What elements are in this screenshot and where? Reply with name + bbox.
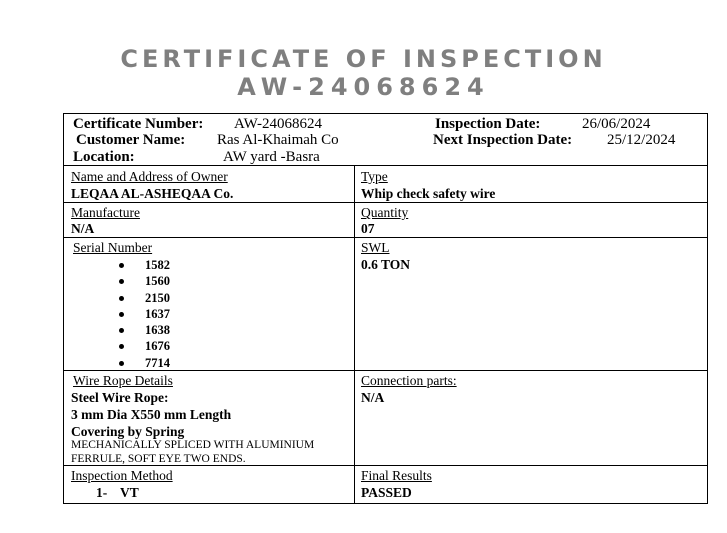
inspection-date-value: 26/06/2024 [582,116,651,132]
cert-number-label: Certificate Number: [73,116,204,132]
row-divider [64,165,707,166]
wire-rope-line4: MECHANICALLY SPLICED WITH ALUMINIUM [71,439,315,451]
location-label: Location: [73,149,135,165]
customer-name-value: Ras Al-Khaimah Co [217,132,339,148]
wire-rope-line2: 3 mm Dia X550 mm Length [71,407,232,422]
serial-number-value: 1582 [145,258,170,272]
serial-number-value: 2150 [145,290,170,305]
bullet-icon [119,344,124,349]
bullet-icon [119,279,124,284]
serial-number-value: 7714 [145,355,170,370]
owner-label: Name and Address of Owner [71,169,228,184]
serial-number-list [119,257,170,371]
bullet-icon [119,312,124,317]
cert-number-value: AW-24068624 [234,116,322,132]
connection-parts-label: Connection parts: [361,373,457,388]
type-label: Type [361,169,388,184]
manufacture-value: N/A [71,221,95,236]
wire-rope-line1: Steel Wire Rope: [71,390,169,405]
list-item [119,290,170,306]
bullet-icon [119,328,124,333]
wire-rope-line5: FERRULE, SOFT EYE TWO ENDS. [71,453,246,465]
bullet-icon [119,361,124,366]
wire-rope-label: Wire Rope Details [73,373,173,388]
list-item [119,306,170,322]
customer-name-label: Customer Name: [76,132,186,148]
list-item [119,355,170,371]
owner-value: LEQAA AL-ASHEQAA Co. [71,186,234,201]
inspection-method-value: VT [120,485,139,500]
serial-number-value: 1637 [145,306,170,321]
inspection-method-label: Inspection Method [71,468,173,483]
wire-rope-line3: Covering by Spring [71,424,185,439]
inspection-date-label: Inspection Date: [435,116,541,132]
serial-number-value: 1676 [145,339,170,354]
location-value: AW yard -Basra [223,149,320,165]
row-divider [64,202,707,203]
final-results-label: Final Results [361,468,432,483]
next-inspection-label: Next Inspection Date: [433,132,573,148]
final-results-value: PASSED [361,485,412,500]
swl-label: SWL [361,240,390,255]
column-divider [354,165,355,503]
bullet-icon [119,263,124,268]
connection-parts-value: N/A [361,390,385,405]
list-item [119,338,170,354]
certificate-title: CERTIFICATE OF INSPECTION [120,45,607,73]
bullet-icon [119,296,124,301]
serial-number-value: 1560 [145,274,170,289]
next-inspection-value: 25/12/2024 [607,132,676,148]
type-value: Whip check safety wire [361,186,496,201]
serial-number-label: Serial Number [73,240,153,255]
row-divider [64,237,707,238]
manufacture-label: Manufacture [71,205,140,220]
quantity-label: Quantity [361,205,409,220]
certificate-number-title: AW-24068624 [237,73,490,101]
list-item [119,257,170,273]
list-item [119,322,170,338]
quantity-value: 07 [361,221,375,236]
swl-value: 0.6 TON [361,257,411,272]
list-item [119,273,170,289]
inspection-method-number: 1- [96,485,108,500]
serial-number-value: 1638 [145,323,170,338]
certificate-table [63,113,708,504]
